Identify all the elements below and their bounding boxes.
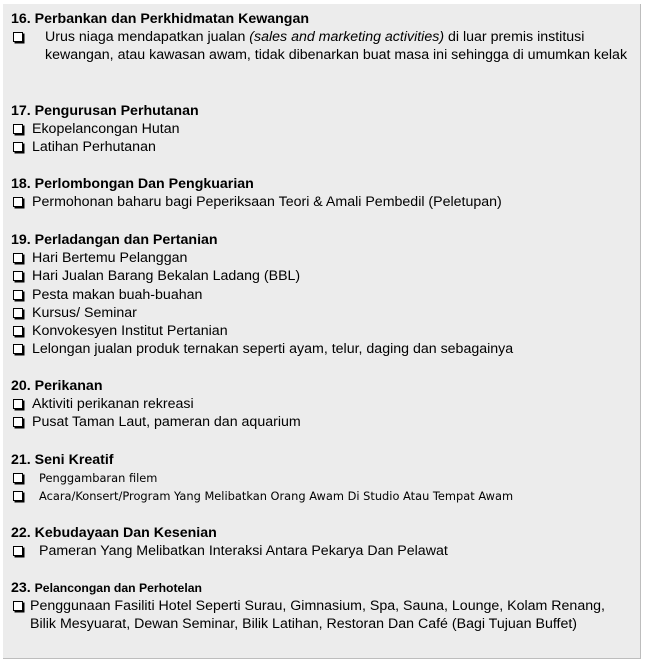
section-title: 21. Seni Kreatif: [11, 452, 114, 468]
list-item: Penggunaan Fasiliti Hotel Seperti Surau, Gimnasium, Spa, Sauna, Lounge, Kolam Renang, Bilik Mesyuarat, Dewan Seminar, Bilik Latihan, Restoran Dan Café (Bagi Tujuan Buffet): [11, 597, 634, 634]
section-title: 19. Perladangan dan Pertanian: [11, 232, 218, 248]
checkbox-bullet-icon: [13, 308, 23, 318]
list-item-text: Urus niaga mendapatkan jualan (sales and marketing activities) di luar premis institusi kewangan, atau kawasan awam, tidak dibenarkan buat masa ini sehingga di umumkan kelak: [45, 29, 628, 64]
section-title: 16. Perbankan dan Perkhidmatan Kewangan: [11, 11, 310, 27]
checkbox-bullet-icon: [13, 271, 23, 281]
list-item: Penggambaran filem: [11, 469, 634, 487]
section-19: [11, 231, 634, 359]
section-title: 22. Kebudayaan Dan Kesenian: [11, 525, 217, 541]
list-item: Permohonan baharu bagi Peperiksaan Teori & Amali Pembedil (Peletupan): [11, 193, 634, 211]
checkbox-bullet-icon: [13, 417, 23, 427]
checkbox-bullet-icon: [13, 601, 23, 611]
checkbox-bullet-icon: [13, 344, 23, 354]
section-22: [11, 524, 634, 560]
list-item: Hari Jualan Barang Bekalan Ladang (BBL): [11, 267, 634, 285]
section-23: [11, 579, 634, 634]
checkbox-bullet-icon: [13, 326, 23, 336]
list-item: Kursus/ Seminar: [11, 304, 634, 322]
checkbox-bullet-icon: [13, 546, 23, 556]
checkbox-bullet-icon: [13, 290, 23, 300]
section-18: [11, 175, 634, 211]
checkbox-bullet-icon: [13, 253, 23, 263]
checkbox-bullet-icon: [13, 142, 23, 152]
checkbox-bullet-icon: [13, 124, 23, 134]
section-20: [11, 377, 634, 432]
list-item: Pesta makan buah-buahan: [11, 286, 634, 304]
section-21: [11, 451, 634, 506]
list-item: Konvokesyen Institut Pertanian: [11, 322, 634, 340]
section-title: 20. Perikanan: [11, 378, 103, 394]
section-17: [11, 102, 634, 157]
section-title: 18. Perlombongan Dan Pengkuarian: [11, 176, 254, 192]
list-item: Aktiviti perikanan rekreasi: [11, 395, 634, 413]
checkbox-bullet-icon: [13, 197, 23, 207]
checkbox-bullet-icon: [13, 32, 23, 42]
list-item: Pameran Yang Melibatkan Interaksi Antara Pekarya Dan Pelawat: [11, 542, 634, 560]
section-title: 23. Pelancongan dan Perhotelan: [11, 580, 202, 596]
list-item: Ekopelancongan Hutan: [11, 120, 634, 138]
list-item: [11, 28, 634, 65]
checkbox-bullet-icon: [13, 473, 23, 483]
list-item: Lelongan jualan produk ternakan seperti ayam, telur, daging dan sebagainya: [11, 340, 634, 358]
list-item: Acara/Konsert/Program Yang Melibatkan Orang Awam Di Studio Atau Tempat Awam: [11, 487, 634, 505]
section-title: 17. Pengurusan Perhutanan: [11, 103, 199, 119]
checkbox-bullet-icon: [13, 399, 23, 409]
list-item: Pusat Taman Laut, pameran dan aquarium: [11, 413, 634, 431]
document-page: [3, 4, 641, 659]
checkbox-bullet-icon: [13, 491, 23, 501]
section-16: [11, 10, 634, 65]
list-item: Latihan Perhutanan: [11, 138, 634, 156]
list-item: Hari Bertemu Pelanggan: [11, 249, 634, 267]
